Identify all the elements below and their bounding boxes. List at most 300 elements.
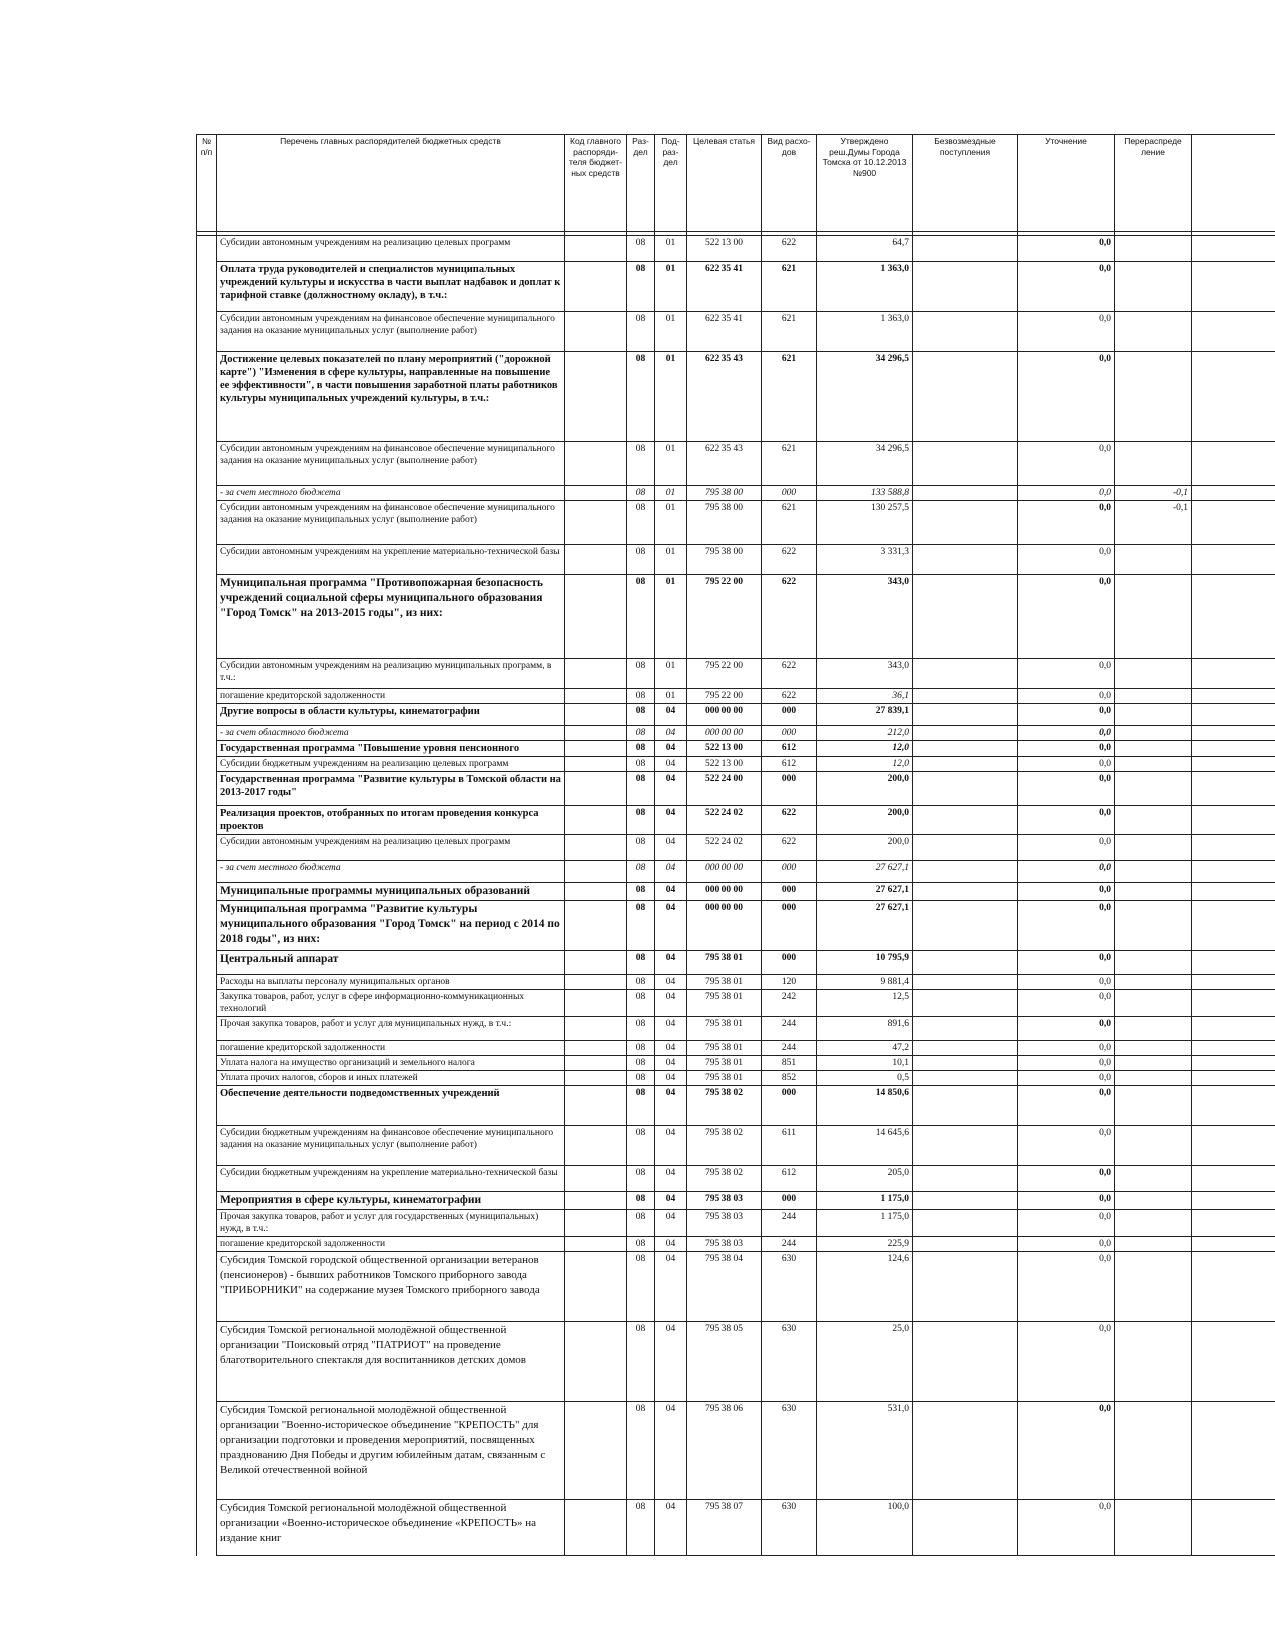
subsection-cell: 01 [655,545,687,575]
approved-cell: 34 296,5 [817,352,913,442]
target-cell: 795 38 01 [687,990,762,1017]
approved-cell: 133 588,8 [817,486,913,501]
approved-cell: 27 627,1 [817,901,913,951]
approved-cell: 47,2 [817,1041,913,1056]
section-cell: 08 [627,312,655,352]
redistr-cell [1115,1126,1192,1166]
num-cell [197,1166,217,1192]
adjust-cell: 0,0 [1018,757,1115,772]
table-row [197,1166,1275,1192]
redistr-cell [1115,806,1192,835]
gratuitous-cell [913,1166,1018,1192]
section-cell: 08 [627,990,655,1017]
extra-cell [1192,704,1275,726]
subsection-cell: 01 [655,262,687,312]
name-cell: Субсидии автономным учреждениям на финансовое обеспечение муниципального задания на оказание муниципальных услуг (выполнение работ) [217,442,565,486]
redistr-cell [1115,975,1192,990]
adjust-cell: 0,0 [1018,312,1115,352]
subsection-cell: 01 [655,442,687,486]
gratuitous-cell [913,501,1018,545]
adjust-cell: 0,0 [1018,990,1115,1017]
exptype-cell: 622 [762,835,817,861]
table-row [197,352,1275,442]
subsection-cell: 04 [655,990,687,1017]
name-cell: Субсидии бюджетным учреждениям на реализацию целевых программ [217,757,565,772]
adjust-cell: 0,0 [1018,1071,1115,1086]
adjust-cell: 0,0 [1018,806,1115,835]
extra-cell [1192,659,1275,689]
num-cell [197,883,217,901]
num-cell [197,1192,217,1210]
header-extra [1192,135,1275,232]
extra-cell [1192,545,1275,575]
num-cell [197,741,217,757]
header-subsection: Под- раз- дел [655,135,687,232]
redistr-cell [1115,1210,1192,1237]
code-cell [565,486,627,501]
subsection-cell: 01 [655,689,687,704]
target-cell: 795 38 00 [687,486,762,501]
table-row [197,545,1275,575]
exptype-cell: 852 [762,1071,817,1086]
gratuitous-cell [913,575,1018,659]
code-cell [565,1166,627,1192]
gratuitous-cell [913,442,1018,486]
redistr-cell [1115,575,1192,659]
exptype-cell: 621 [762,352,817,442]
exptype-cell: 621 [762,262,817,312]
header-num: № п/п [197,135,217,232]
subsection-cell: 01 [655,312,687,352]
gratuitous-cell [913,757,1018,772]
target-cell: 522 24 02 [687,806,762,835]
name-cell: Расходы на выплаты персоналу муниципальных органов [217,975,565,990]
approved-cell: 1 175,0 [817,1192,913,1210]
gratuitous-cell [913,236,1018,262]
gratuitous-cell [913,1192,1018,1210]
subsection-cell: 04 [655,861,687,883]
subsection-cell: 04 [655,1322,687,1402]
target-cell: 795 38 04 [687,1252,762,1322]
num-cell [197,352,217,442]
code-cell [565,1126,627,1166]
approved-cell: 225,9 [817,1237,913,1252]
approved-cell: 36,1 [817,689,913,704]
name-cell: Государственная программа "Развитие культуры в Томской области на 2013-2017 годы" [217,772,565,806]
section-cell: 08 [627,545,655,575]
gratuitous-cell [913,901,1018,951]
target-cell: 795 38 02 [687,1126,762,1166]
redistr-cell [1115,990,1192,1017]
table-row [197,486,1275,501]
exptype-cell: 851 [762,1056,817,1071]
redistr-cell [1115,1166,1192,1192]
exptype-cell: 612 [762,757,817,772]
target-cell: 795 38 02 [687,1166,762,1192]
num-cell [197,1126,217,1166]
target-cell: 795 38 07 [687,1500,762,1556]
gratuitous-cell [913,1237,1018,1252]
adjust-cell: 0,0 [1018,486,1115,501]
num-cell [197,262,217,312]
subsection-cell: 01 [655,501,687,545]
approved-cell: 34 296,5 [817,442,913,486]
subsection-cell: 01 [655,575,687,659]
exptype-cell: 000 [762,951,817,975]
target-cell: 795 38 03 [687,1192,762,1210]
approved-cell: 200,0 [817,806,913,835]
adjust-cell: 0,0 [1018,1041,1115,1056]
gratuitous-cell [913,772,1018,806]
approved-cell: 200,0 [817,835,913,861]
table-row [197,1252,1275,1322]
approved-cell: 343,0 [817,659,913,689]
num-cell [197,975,217,990]
table-row [197,901,1275,951]
extra-cell [1192,1056,1275,1071]
exptype-cell: 000 [762,861,817,883]
exptype-cell: 630 [762,1252,817,1322]
num-cell [197,1017,217,1041]
adjust-cell: 0,0 [1018,236,1115,262]
code-cell [565,1192,627,1210]
extra-cell [1192,1192,1275,1210]
name-cell: Достижение целевых показателей по плану мероприятий ("дорожной карте") "Изменения в сфере культуры, направленные на повышение ее эффективности", в части повышения заработной платы работников культуры муниципальных учреждений культуры, в т.ч.: [217,352,565,442]
exptype-cell: 630 [762,1402,817,1500]
num-cell [197,1237,217,1252]
gratuitous-cell [913,1500,1018,1556]
target-cell: 795 38 06 [687,1402,762,1500]
table-row [197,704,1275,726]
extra-cell [1192,1402,1275,1500]
target-cell: 522 24 00 [687,772,762,806]
redistr-cell [1115,262,1192,312]
adjust-cell: 0,0 [1018,1500,1115,1556]
num-cell [197,726,217,741]
code-cell [565,1500,627,1556]
extra-cell [1192,501,1275,545]
name-cell: Прочая закупка товаров, работ и услуг для государственных (муниципальных) нужд, в т.ч.: [217,1210,565,1237]
redistr-cell [1115,704,1192,726]
subsection-cell: 04 [655,726,687,741]
exptype-cell: 630 [762,1500,817,1556]
adjust-cell: 0,0 [1018,975,1115,990]
approved-cell: 9 881,4 [817,975,913,990]
exptype-cell: 622 [762,689,817,704]
redistr-cell: -0,1 [1115,486,1192,501]
subsection-cell: 04 [655,1041,687,1056]
exptype-cell: 622 [762,659,817,689]
section-cell: 08 [627,1192,655,1210]
name-cell: Закупка товаров, работ, услуг в сфере информационно-коммуникационных технологий [217,990,565,1017]
name-cell: Субсидии автономным учреждениям на реализацию целевых программ [217,835,565,861]
approved-cell: 343,0 [817,575,913,659]
name-cell: Субсидии автономным учреждениям на укрепление материально-технической базы [217,545,565,575]
adjust-cell: 0,0 [1018,352,1115,442]
table-row [197,312,1275,352]
approved-cell: 100,0 [817,1500,913,1556]
target-cell: 000 00 00 [687,726,762,741]
num-cell [197,951,217,975]
name-cell: Уплата прочих налогов, сборов и иных платежей [217,1071,565,1086]
extra-cell [1192,352,1275,442]
exptype-cell: 611 [762,1126,817,1166]
exptype-cell: 000 [762,772,817,806]
subsection-cell: 04 [655,883,687,901]
code-cell [565,575,627,659]
redistr-cell [1115,442,1192,486]
header-adjust: Уточнение [1018,135,1115,232]
num-cell [197,689,217,704]
budget-table [196,134,1275,1556]
code-cell [565,1017,627,1041]
name-cell: погашение кредиторской задолженности [217,689,565,704]
gratuitous-cell [913,689,1018,704]
code-cell [565,757,627,772]
target-cell: 795 38 03 [687,1237,762,1252]
exptype-cell: 000 [762,883,817,901]
num-cell [197,1402,217,1500]
name-cell: Центральный аппарат [217,951,565,975]
adjust-cell: 0,0 [1018,1126,1115,1166]
target-cell: 795 38 01 [687,1056,762,1071]
section-cell: 08 [627,883,655,901]
adjust-cell: 0,0 [1018,262,1115,312]
extra-cell [1192,883,1275,901]
code-cell [565,659,627,689]
name-cell: Субсидия Томской городской общественной организации ветеранов (пенсионеров) - бывших работников Томского приборного завода "ПРИБОРНИКИ" на содержание музея Томского приборного завода [217,1252,565,1322]
exptype-cell: 621 [762,501,817,545]
num-cell [197,236,217,262]
gratuitous-cell [913,741,1018,757]
extra-cell [1192,1322,1275,1402]
code-cell [565,704,627,726]
header-gratuitous: Безвозмездные поступления [913,135,1018,232]
name-cell: Субсидии автономным учреждениям на реализацию целевых программ [217,236,565,262]
name-cell: Прочая закупка товаров, работ и услуг для муниципальных нужд, в т.ч.: [217,1017,565,1041]
num-cell [197,901,217,951]
extra-cell [1192,901,1275,951]
section-cell: 08 [627,486,655,501]
name-cell: погашение кредиторской задолженности [217,1041,565,1056]
gratuitous-cell [913,1252,1018,1322]
extra-cell [1192,975,1275,990]
approved-cell: 10 795,9 [817,951,913,975]
name-cell: Субсидии бюджетным учреждениям на финансовое обеспечение муниципального задания на оказание муниципальных услуг (выполнение работ) [217,1126,565,1166]
target-cell: 000 00 00 [687,704,762,726]
redistr-cell [1115,689,1192,704]
table-row [197,659,1275,689]
section-cell: 08 [627,689,655,704]
header-redistr: Перераспреде ление [1115,135,1192,232]
extra-cell [1192,1500,1275,1556]
adjust-cell: 0,0 [1018,1017,1115,1041]
subsection-cell: 01 [655,352,687,442]
name-cell: Оплата труда руководителей и специалистов муниципальных учреждений культуры и искусства в части выплат надбавок и доплат к тарифной ставке (должностному окладу), в т.ч.: [217,262,565,312]
approved-cell: 27 627,1 [817,861,913,883]
section-cell: 08 [627,575,655,659]
code-cell [565,1402,627,1500]
exptype-cell: 242 [762,990,817,1017]
target-cell: 795 38 01 [687,951,762,975]
subsection-cell: 01 [655,486,687,501]
extra-cell [1192,741,1275,757]
extra-cell [1192,772,1275,806]
name-cell: Субсидия Томской региональной молодёжной общественной организации "Военно-историческое объединение "КРЕПОСТЬ" для организации подготовки и проведения мероприятий, посвященных празднованию Дня Победы и другим юбилейным датам, связанным с Великой отечественной войной [217,1402,565,1500]
extra-cell [1192,1071,1275,1086]
extra-cell [1192,1126,1275,1166]
code-cell [565,975,627,990]
name-cell: Муниципальные программы муниципальных образований [217,883,565,901]
code-cell [565,1252,627,1322]
approved-cell: 1 363,0 [817,262,913,312]
table-row [197,861,1275,883]
subsection-cell: 04 [655,835,687,861]
target-cell: 622 35 43 [687,442,762,486]
table-row [197,1017,1275,1041]
code-cell [565,883,627,901]
subsection-cell: 01 [655,659,687,689]
subsection-cell: 04 [655,1237,687,1252]
section-cell: 08 [627,1041,655,1056]
num-cell [197,1041,217,1056]
extra-cell [1192,1166,1275,1192]
exptype-cell: 622 [762,545,817,575]
extra-cell [1192,262,1275,312]
num-cell [197,1056,217,1071]
extra-cell [1192,236,1275,262]
budget-table-body [197,236,1275,1556]
code-cell [565,835,627,861]
approved-cell: 531,0 [817,1402,913,1500]
gratuitous-cell [913,352,1018,442]
target-cell: 795 38 00 [687,545,762,575]
section-cell: 08 [627,772,655,806]
adjust-cell: 0,0 [1018,835,1115,861]
redistr-cell [1115,545,1192,575]
gratuitous-cell [913,1056,1018,1071]
section-cell: 08 [627,901,655,951]
exptype-cell: 000 [762,1192,817,1210]
approved-cell: 12,5 [817,990,913,1017]
exptype-cell: 612 [762,741,817,757]
target-cell: 795 22 00 [687,689,762,704]
exptype-cell: 622 [762,806,817,835]
subsection-cell: 04 [655,757,687,772]
subsection-cell: 04 [655,1500,687,1556]
num-cell [197,990,217,1017]
header-exptype: Вид расхо- дов [762,135,817,232]
adjust-cell: 0,0 [1018,1192,1115,1210]
redistr-cell [1115,883,1192,901]
approved-cell: 200,0 [817,772,913,806]
subsection-cell: 04 [655,1402,687,1500]
table-row [197,689,1275,704]
redistr-cell [1115,835,1192,861]
target-cell: 795 38 01 [687,975,762,990]
approved-cell: 212,0 [817,726,913,741]
header-code: Код главного распоряди- теля бюджет- ных средств [565,135,627,232]
code-cell [565,501,627,545]
name-cell: Реализация проектов, отобранных по итогам проведения конкурса проектов [217,806,565,835]
table-row [197,975,1275,990]
table-row [197,990,1275,1017]
table-row [197,835,1275,861]
redistr-cell [1115,1237,1192,1252]
gratuitous-cell [913,704,1018,726]
code-cell [565,262,627,312]
code-cell [565,741,627,757]
table-header-row [197,135,1275,232]
section-cell: 08 [627,262,655,312]
gratuitous-cell [913,312,1018,352]
adjust-cell: 0,0 [1018,1322,1115,1402]
num-cell [197,806,217,835]
extra-cell [1192,1017,1275,1041]
code-cell [565,1071,627,1086]
code-cell [565,1210,627,1237]
target-cell: 795 22 00 [687,659,762,689]
table-row [197,951,1275,975]
table-row [197,772,1275,806]
code-cell [565,772,627,806]
section-cell: 08 [627,1237,655,1252]
adjust-cell: 0,0 [1018,901,1115,951]
section-cell: 08 [627,442,655,486]
extra-cell [1192,1252,1275,1322]
redistr-cell [1115,741,1192,757]
redistr-cell [1115,1500,1192,1556]
gratuitous-cell [913,486,1018,501]
adjust-cell: 0,0 [1018,659,1115,689]
exptype-cell: 244 [762,1237,817,1252]
code-cell [565,312,627,352]
header-name: Перечень главных распорядителей бюджетных средств [217,135,565,232]
subsection-cell: 04 [655,1086,687,1126]
table-row [197,757,1275,772]
extra-cell [1192,1041,1275,1056]
name-cell: Субсидии автономным учреждениям на финансовое обеспечение муниципального задания на оказание муниципальных услуг (выполнение работ) [217,312,565,352]
table-row [197,1126,1275,1166]
section-cell: 08 [627,236,655,262]
subsection-cell: 04 [655,975,687,990]
adjust-cell: 0,0 [1018,883,1115,901]
target-cell: 622 35 41 [687,312,762,352]
section-cell: 08 [627,757,655,772]
extra-cell [1192,486,1275,501]
gratuitous-cell [913,1071,1018,1086]
section-cell: 08 [627,1071,655,1086]
code-cell [565,726,627,741]
num-cell [197,1252,217,1322]
adjust-cell: 0,0 [1018,545,1115,575]
redistr-cell [1115,1192,1192,1210]
table-row [197,1071,1275,1086]
num-cell [197,1071,217,1086]
exptype-cell: 622 [762,236,817,262]
redistr-cell [1115,312,1192,352]
approved-cell: 12,0 [817,757,913,772]
name-cell: Муниципальная программа "Развитие культуры муниципального образования "Город Томск" на период с 2014 по 2018 годы", из них: [217,901,565,951]
redistr-cell [1115,236,1192,262]
extra-cell [1192,757,1275,772]
exptype-cell: 622 [762,575,817,659]
num-cell [197,772,217,806]
extra-cell [1192,951,1275,975]
approved-cell: 14 645,6 [817,1126,913,1166]
exptype-cell: 244 [762,1210,817,1237]
redistr-cell [1115,1017,1192,1041]
